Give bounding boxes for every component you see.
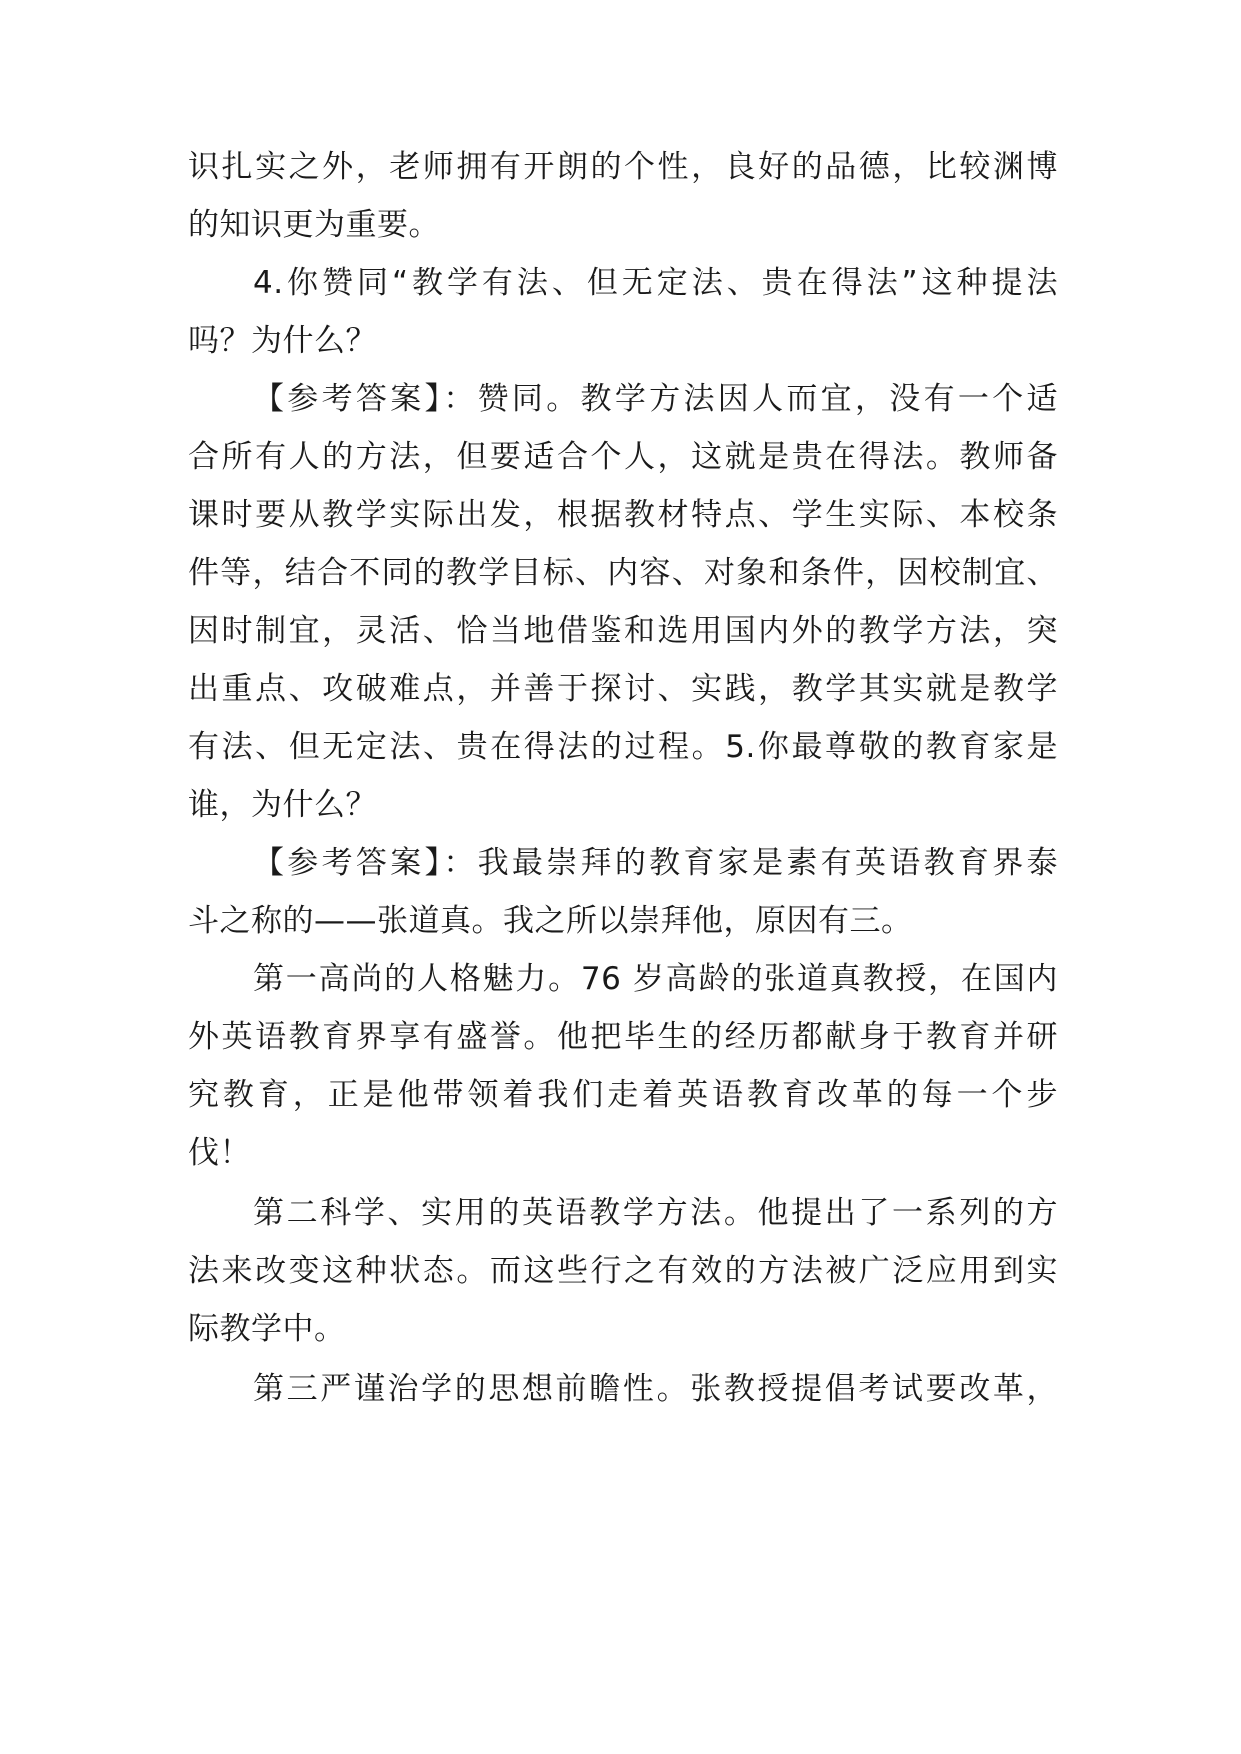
question-4-line-1: 4.你赞同“教学有法、但无定法、贵在得法”这种提法 bbox=[253, 265, 1058, 301]
answer-4-line-4: 件等，结合不同的教学目标、内容、对象和条件，因校制宜、 bbox=[188, 555, 1058, 591]
question-5-line-2: 谁，为什么？ bbox=[188, 787, 377, 823]
answer-4-line-7: 有法、但无定法、贵在得法的过程。5.你最尊敬的教育家是 bbox=[188, 729, 1058, 765]
reason-2-line-2: 法来改变这种状态。而这些行之有效的方法被广泛应用到实 bbox=[188, 1253, 1058, 1289]
answer-4-line-6: 出重点、攻破难点，并善于探讨、实践，教学其实就是教学 bbox=[188, 671, 1058, 707]
answer-4-line-1: 【参考答案】：赞同。教学方法因人而宜，没有一个适 bbox=[253, 381, 1058, 417]
reason-1-line-1: 第一高尚的人格魅力。76 岁高龄的张道真教授，在国内 bbox=[253, 961, 1058, 997]
question-4-line-2: 吗？为什么？ bbox=[188, 323, 377, 359]
reason-1-line-4: 伐！ bbox=[188, 1135, 251, 1171]
text-line-1: 识扎实之外，老师拥有开朗的个性，良好的品德，比较渊博 bbox=[188, 149, 1058, 185]
answer-5-line-1: 【参考答案】：我最崇拜的教育家是素有英语教育界泰 bbox=[253, 845, 1058, 881]
answer-5-line-2: 斗之称的——张道真。我之所以崇拜他，原因有三。 bbox=[188, 903, 913, 939]
reason-1-line-2: 外英语教育界享有盛誉。他把毕生的经历都献身于教育并研 bbox=[188, 1019, 1058, 1055]
reason-2-line-3: 际教学中。 bbox=[188, 1311, 346, 1347]
answer-4-line-3: 课时要从教学实际出发，根据教材特点、学生实际、本校条 bbox=[188, 497, 1058, 533]
answer-4-line-5: 因时制宜，灵活、恰当地借鉴和选用国内外的教学方法，突 bbox=[188, 613, 1058, 649]
reason-3-line-1: 第三严谨治学的思想前瞻性。张教授提倡考试要改革， bbox=[253, 1371, 1058, 1407]
reason-2-line-1: 第二科学、实用的英语教学方法。他提出了一系列的方 bbox=[253, 1195, 1058, 1231]
reason-1-line-3: 究教育，正是他带领着我们走着英语教育改革的每一个步 bbox=[188, 1077, 1058, 1113]
answer-4-line-2: 合所有人的方法，但要适合个人，这就是贵在得法。教师备 bbox=[188, 439, 1058, 475]
text-line-2: 的知识更为重要。 bbox=[188, 207, 440, 243]
